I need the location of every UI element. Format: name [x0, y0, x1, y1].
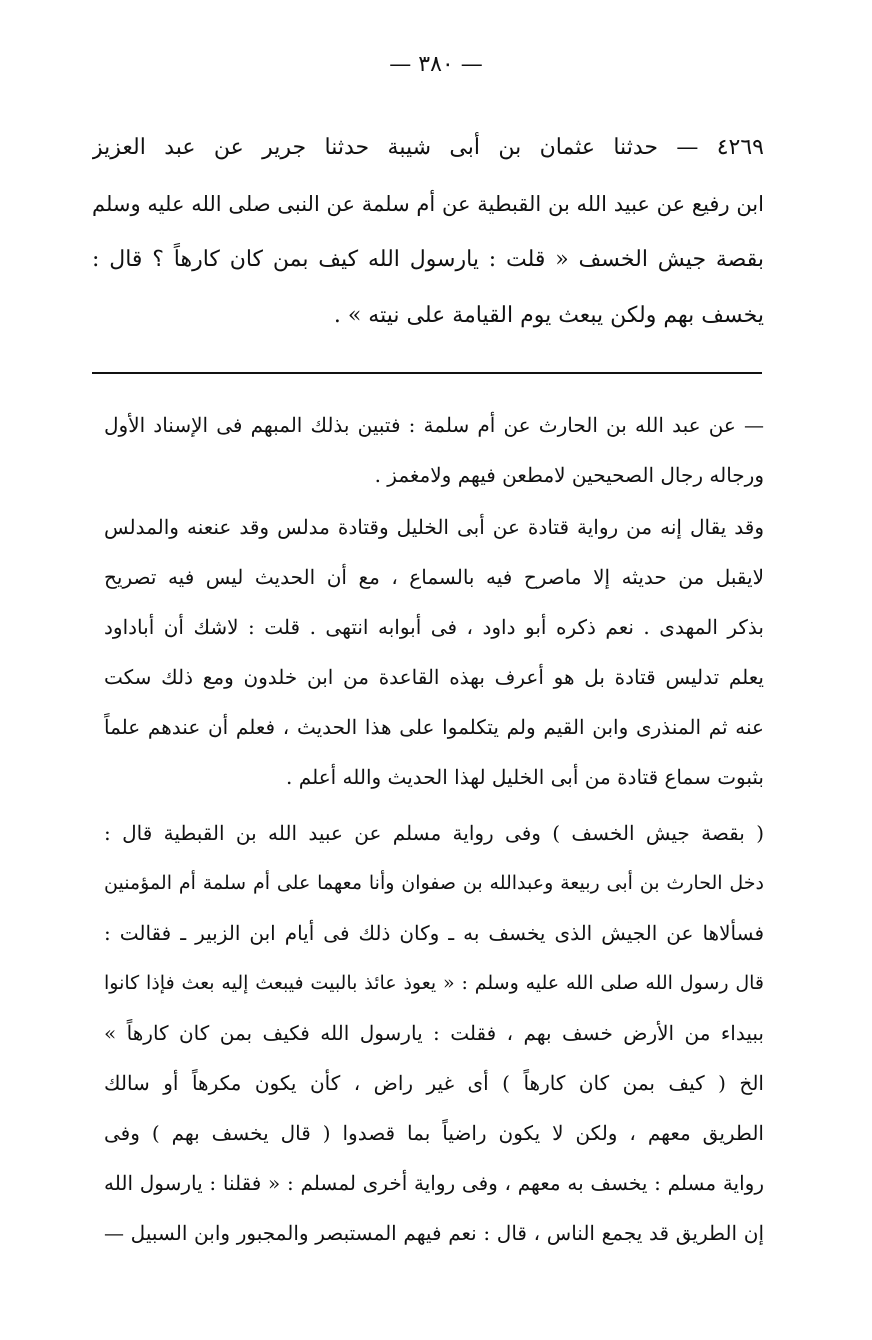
commentary-line-4: لايقبل من حديثه إلا ماصرح فيه بالسماع ، مع أن الحديث ليس فيه تصريح [104, 565, 764, 589]
page-number: — ٣٨٠ — [389, 52, 483, 77]
commentary-line-16: رواية مسلم : يخسف به معهم ، وفى رواية أخرى لمسلم : « فقلنا : يارسول الله [104, 1171, 764, 1195]
commentary-line-1: — عن عبد الله بن الحارث عن أم سلمة : فتبين بذلك المبهم فى الإسناد الأول [104, 413, 764, 437]
section-divider [92, 372, 762, 374]
hadith-line-4: يخسف بهم ولكن يبعث يوم القيامة على نيته » . [333, 303, 764, 328]
commentary-line-5: بذكر المهدى . نعم ذكره أبو داود ، فى أبوابه انتهى . قلت : لاشك أن أباداود [104, 615, 764, 639]
hadith-line-1: ٤٢٦٩ — حدثنا عثمان بن أبى شيبة حدثنا جرير عن عبد العزيز [92, 135, 764, 160]
commentary-line-2: ورجاله رجال الصحيحين لامطعن فيهم ولامغمز . [374, 463, 764, 487]
commentary-line-3: وقد يقال إنه من رواية قتادة عن أبى الخليل وقتادة مدلس وقد عنعنه والمدلس [104, 515, 764, 539]
commentary-line-6: يعلم تدليس قتادة بل هو أعرف بهذه القاعدة من ابن خلدون ومع ذلك سكت [104, 665, 764, 689]
commentary-line-7: عنه ثم المنذرى وابن القيم ولم يتكلموا على هذا الحديث ، فعلم أن عندهم علماً [104, 715, 764, 739]
commentary-line-13: ببيداء من الأرض خسف بهم ، فقلت : يارسول الله فكيف بمن كان كارهاً » [104, 1021, 764, 1045]
commentary-line-17: إن الطريق قد يجمع الناس ، قال : نعم فيهم المستبصر والمجبور وابن السبيل — [104, 1221, 764, 1245]
commentary-line-9: ( بقصة جيش الخسف ) وفى رواية مسلم عن عبيد الله بن القبطية قال : [104, 821, 764, 845]
hadith-line-3: بقصة جيش الخسف « قلت : يارسول الله كيف بمن كان كارهاً ؟ قال : [92, 247, 764, 272]
commentary-line-11: فسألاها عن الجيش الذى يخسف به ـ وكان ذلك فى أيام ابن الزبير ـ فقالت : [104, 921, 764, 945]
commentary-line-12: قال رسول الله صلى الله عليه وسلم : « يعوذ عائذ بالبيت فيبعث إليه بعث فإذا كانوا [104, 972, 764, 994]
commentary-line-10: دخل الحارث بن أبى ربيعة وعبدالله بن صفوان وأنا معهما على أم سلمة أم المؤمنين [104, 872, 764, 894]
commentary-line-15: الطريق معهم ، ولكن لا يكون راضياً بما قصدوا ( قال يخسف بهم ) وفى [104, 1121, 764, 1145]
commentary-line-14: الخ ( كيف بمن كان كارهاً ) أى غير راض ، كأن يكون مكرهاً أو سالك [104, 1071, 764, 1095]
hadith-line-2: ابن رفيع عن عبيد الله بن القبطية عن أم سلمة عن النبى صلى الله عليه وسلم [92, 192, 764, 216]
commentary-line-8: بثبوت سماع قتادة من أبى الخليل لهذا الحديث والله أعلم . [286, 765, 764, 789]
